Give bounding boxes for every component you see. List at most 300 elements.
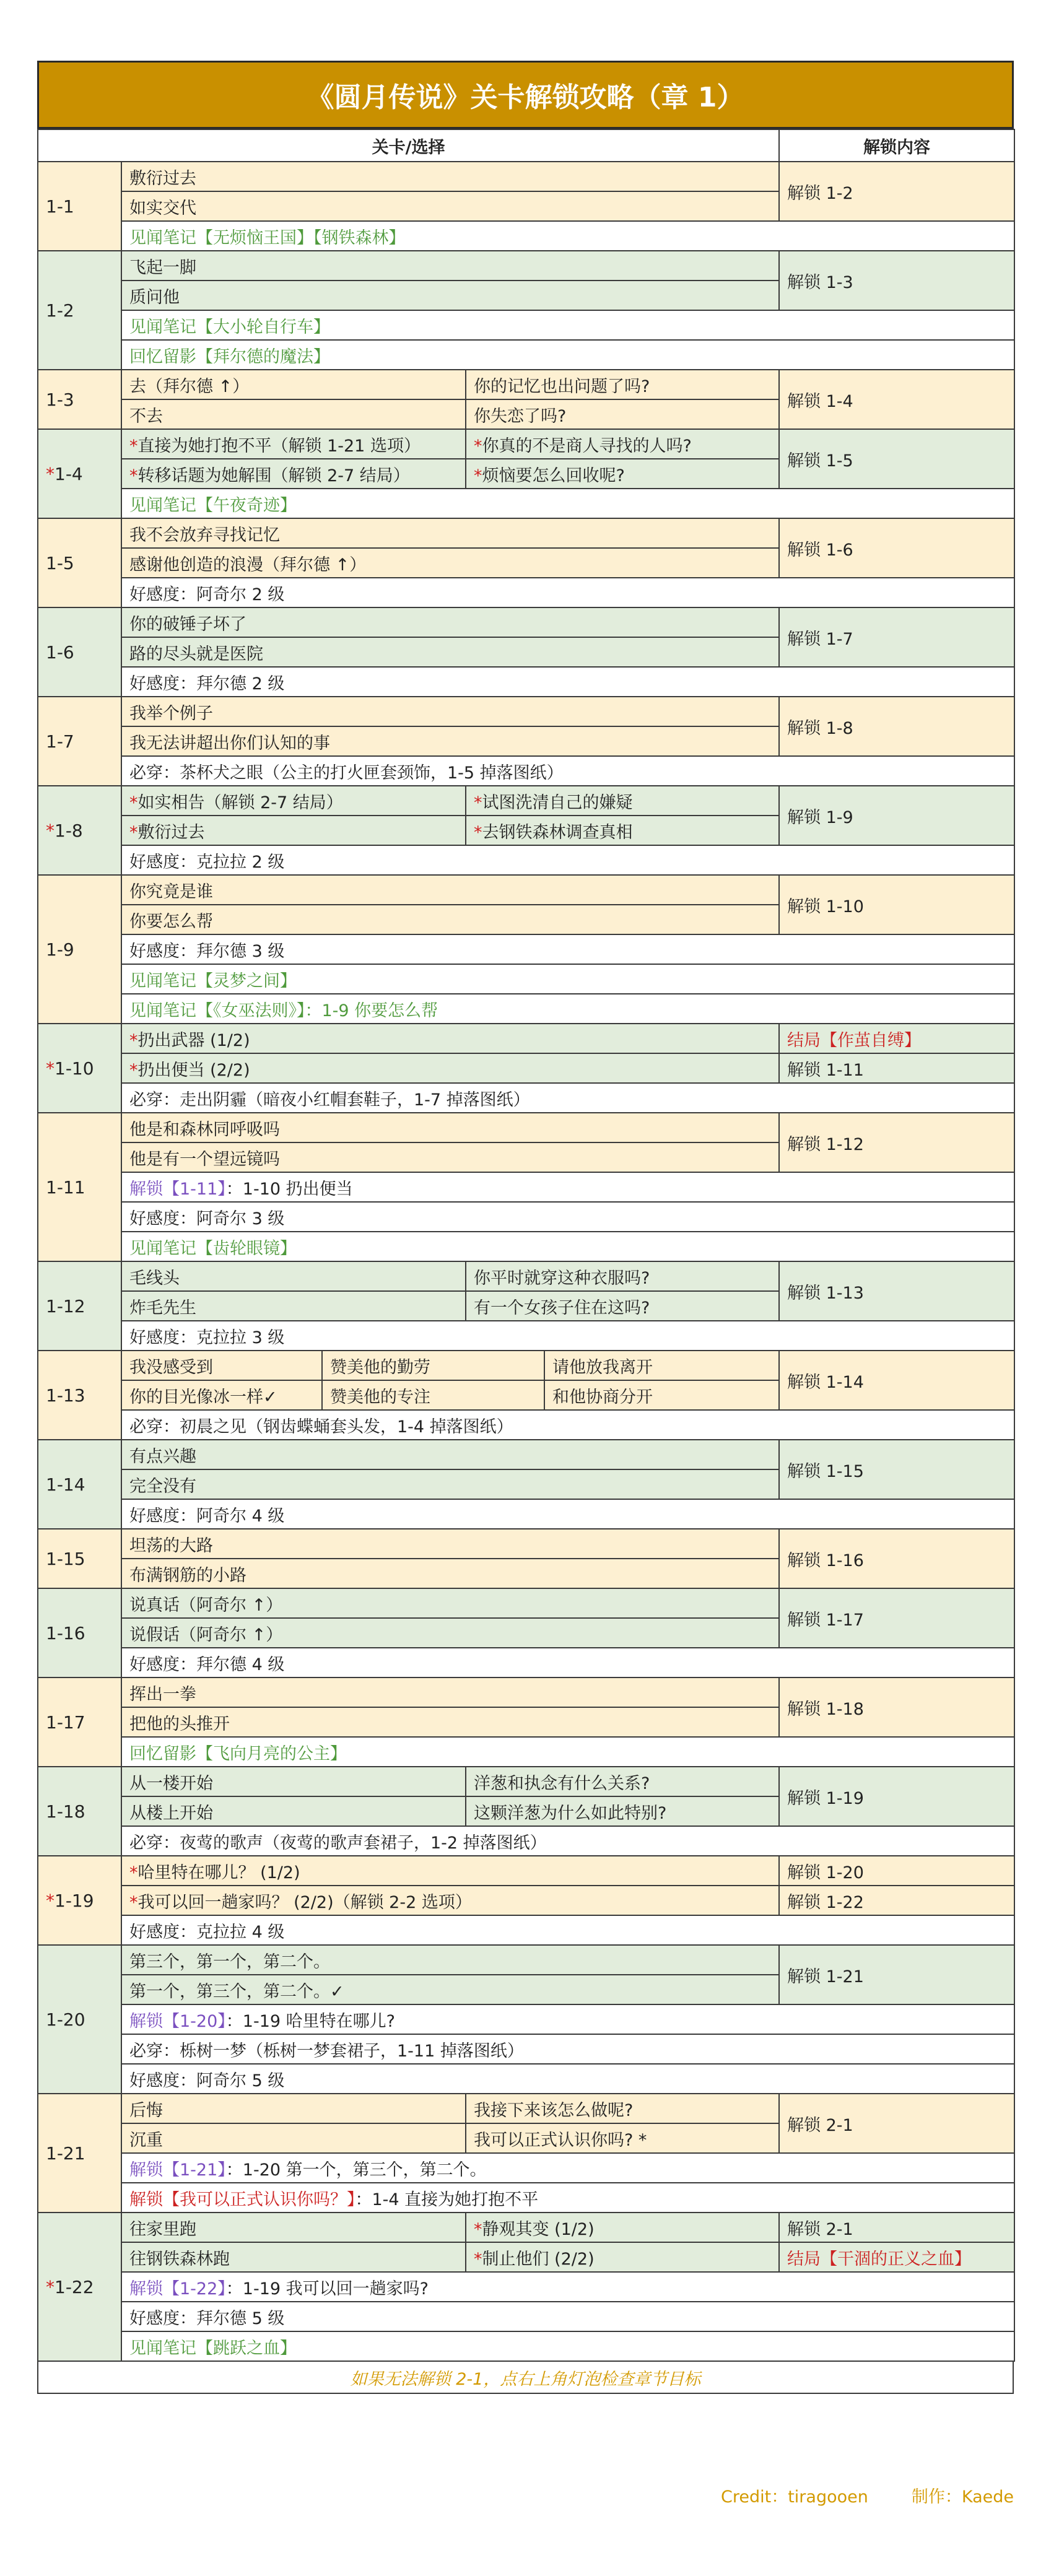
option-a (121, 1529, 779, 1559)
option-text: 沉重 (129, 2130, 163, 2150)
note-row (38, 2153, 1014, 2183)
option-a (121, 2094, 466, 2123)
option-a (121, 1767, 466, 1796)
option-c (544, 1351, 779, 1380)
footer-note: 如果无法解锁 2-1，点右上角灯泡检查章节目标 (37, 2362, 1014, 2394)
note-row (38, 2183, 1014, 2213)
level-row (38, 607, 1014, 637)
note-text: 好感度：拜尔德 5 级 (129, 2308, 285, 2328)
level-row (38, 1677, 1014, 1707)
level-id: 1-14 (46, 1474, 85, 1495)
option-text: 他是有一个望远镜吗 (129, 1149, 280, 1169)
note-cell (121, 1232, 1014, 1261)
option-text: 我没感受到 (129, 1357, 213, 1377)
option-a (121, 1053, 779, 1083)
guide-table (37, 129, 1015, 2362)
level-cell (38, 1529, 121, 1588)
star-mark: * (474, 2249, 482, 2269)
star-mark: * (129, 1892, 138, 1912)
level-row (38, 1024, 1014, 1053)
option-text: 直接为她打抱不平（解锁 1-21 选项） (137, 436, 421, 456)
note-text: 好感度：克拉拉 4 级 (129, 1922, 285, 1942)
option-text: 说假话（阿奇尔 ↑） (129, 1625, 283, 1645)
option-a (121, 1261, 466, 1291)
level-id: 1-15 (46, 1548, 85, 1569)
option-text: 飞起一脚 (129, 258, 196, 277)
option-text: 后悔 (129, 2100, 163, 2120)
unlock-cell: 解锁 1-8 (779, 697, 1014, 756)
option-a (121, 905, 779, 934)
note-cell (121, 1826, 1014, 1856)
option-text: 路的尽头就是医院 (129, 644, 263, 664)
unlock-requirement-tag: 解锁【1-22】 (129, 2279, 226, 2299)
note-text: 见闻笔记【灵梦之间】 (129, 971, 297, 991)
level-id: 1-6 (46, 642, 74, 663)
level-row (38, 1113, 1014, 1142)
unlock-cell: 解锁 1-20 (779, 1856, 1014, 1886)
option-text: 如实交代 (129, 198, 196, 218)
unlock-cell: 解锁 1-11 (779, 1053, 1014, 1083)
note-text: 好感度：阿奇尔 3 级 (129, 1209, 285, 1229)
option-text: 敷衍过去 (137, 822, 205, 842)
option-b (466, 2242, 779, 2272)
note-cell (121, 2183, 1014, 2213)
option-a (121, 1113, 779, 1142)
unlock-requirement-text: ：1-19 我可以回一趟家吗? (225, 2279, 429, 2299)
option-a (121, 607, 779, 637)
level-row (38, 1588, 1014, 1618)
unlock-requirement-text: ：1-19 哈里特在哪儿? (225, 2011, 395, 2031)
option-text: 请他放我离开 (552, 1357, 653, 1377)
credits (678, 2483, 1014, 2507)
note-row (38, 1915, 1014, 1945)
note-cell (121, 667, 1014, 697)
option-b (466, 1261, 779, 1291)
unlock-cell: 解锁 1-19 (779, 1767, 1014, 1826)
option-b (322, 1351, 544, 1380)
unlock-requirement-text: ：1-20 第一个，第三个，第二个。 (225, 2160, 487, 2180)
star-mark: * (129, 1060, 138, 1080)
option-text: 扔出便当 (2/2) (137, 1060, 250, 1080)
option-a (121, 548, 779, 578)
star-mark: * (46, 463, 54, 484)
option-text: 从一楼开始 (129, 1773, 213, 1793)
note-row (38, 310, 1014, 340)
note-text: 好感度：阿奇尔 5 级 (129, 2071, 285, 2091)
option-a (121, 1856, 779, 1886)
note-cell (121, 1499, 1014, 1529)
level-row (38, 786, 1014, 816)
level-cell (38, 518, 121, 607)
page-title: 《圆月传说》关卡解锁攻略（章 1） (37, 61, 1014, 129)
credit-text: Credit：tiragooen (721, 2487, 868, 2507)
level-row (38, 1053, 1014, 1083)
option-text: 你的记忆也出问题了吗? (474, 376, 650, 396)
unlock-requirement-tag: 解锁【我可以正式认识你吗？】 (129, 2190, 355, 2209)
unlock-cell: 解锁 2-1 (779, 2094, 1014, 2153)
level-row (38, 1886, 1014, 1915)
option-text: 我接下来该怎么做呢? (474, 2100, 634, 2120)
level-id: 1-13 (46, 1385, 85, 1406)
note-cell (121, 1202, 1014, 1232)
level-row (38, 1351, 1014, 1380)
option-a (121, 1351, 322, 1380)
level-cell (38, 1024, 121, 1113)
option-a (121, 1945, 779, 1975)
option-b (466, 429, 779, 459)
note-cell (121, 2272, 1014, 2302)
option-text: 坦荡的大路 (129, 1536, 213, 1556)
level-cell (38, 2094, 121, 2213)
level-row (38, 370, 1014, 399)
note-row (38, 2331, 1014, 2361)
level-id: 1-19 (54, 1890, 94, 1911)
option-text: 这颗洋葱为什么如此特别? (474, 1803, 667, 1823)
option-text: 去（拜尔德 ↑） (129, 376, 250, 396)
level-cell (38, 786, 121, 875)
note-row (38, 994, 1014, 1024)
note-row (38, 489, 1014, 518)
star-mark: * (129, 793, 138, 812)
unlock-cell: 解锁 1-14 (779, 1351, 1014, 1410)
option-a (121, 399, 466, 429)
unlock-cell: 解锁 1-2 (779, 162, 1014, 221)
unlock-cell: 解锁 1-13 (779, 1261, 1014, 1321)
note-text: 见闻笔记【跳跃之血】 (129, 2338, 297, 2358)
option-text: 扔出武器 (1/2) (137, 1030, 250, 1050)
option-a (121, 786, 466, 816)
star-mark: * (474, 793, 482, 812)
level-row (38, 518, 1014, 548)
note-text: 必穿：初晨之见（钢齿蝶蛹套头发，1-4 掉落图纸） (129, 1417, 513, 1437)
note-text: 好感度：拜尔德 4 级 (129, 1655, 285, 1674)
note-cell (121, 2153, 1014, 2183)
unlock-requirement-tag: 解锁【1-20】 (129, 2011, 226, 2031)
level-cell (38, 162, 121, 251)
level-row (38, 251, 1014, 281)
option-text: 哈里特在哪儿？ (1/2) (137, 1863, 300, 1882)
level-id: 1-21 (46, 2143, 85, 2164)
option-c (544, 1380, 779, 1410)
unlock-cell: 解锁 1-17 (779, 1588, 1014, 1648)
unlock-requirement-text: ：1-4 直接为她打抱不平 (355, 2190, 539, 2209)
star-mark: * (129, 466, 138, 485)
note-cell (121, 489, 1014, 518)
level-cell (38, 1351, 121, 1440)
option-text: 毛线头 (129, 1268, 180, 1288)
level-row (38, 875, 1014, 905)
option-text: 挥出一拳 (129, 1684, 196, 1704)
star-mark: * (46, 820, 54, 841)
star-mark: * (474, 436, 482, 456)
note-text: 回忆留影【拜尔德的魔法】 (129, 347, 330, 367)
unlock-cell: 解锁 1-18 (779, 1677, 1014, 1737)
note-row (38, 1826, 1014, 1856)
option-b (466, 2213, 779, 2242)
level-row (38, 1767, 1014, 1796)
level-id: 1-11 (46, 1177, 85, 1198)
option-a (121, 726, 779, 756)
level-cell (38, 875, 121, 1024)
note-row (38, 1321, 1014, 1351)
level-cell (38, 1945, 121, 2094)
option-text: 他是和森林同呼吸吗 (129, 1120, 280, 1139)
level-cell (38, 1588, 121, 1677)
level-cell (38, 251, 121, 370)
note-text: 好感度：克拉拉 2 级 (129, 852, 285, 872)
note-text: 回忆留影【飞向月亮的公主】 (129, 1744, 347, 1764)
level-cell (38, 2213, 121, 2361)
level-cell (38, 1856, 121, 1945)
note-cell (121, 1083, 1014, 1113)
option-text: 烦恼要怎么回收呢? (482, 466, 625, 485)
note-text: 见闻笔记【午夜奇迹】 (129, 495, 297, 515)
option-a (121, 1975, 779, 2004)
note-text: 好感度：阿奇尔 2 级 (129, 585, 285, 604)
option-b (466, 2094, 779, 2123)
option-text: 你的目光像冰一样✓ (129, 1387, 277, 1407)
option-text: 第三个，第一个，第二个。 (129, 1952, 330, 1972)
note-cell (121, 1737, 1014, 1767)
note-cell (121, 1648, 1014, 1677)
header-level: 关卡/选择 (38, 129, 779, 162)
level-id: 1-1 (46, 196, 74, 217)
note-row (38, 2004, 1014, 2034)
note-text: 见闻笔记【大小轮自行车】 (129, 317, 330, 337)
option-a (121, 1142, 779, 1172)
unlock-cell: 解锁 1-16 (779, 1529, 1014, 1588)
option-a (121, 1707, 779, 1737)
note-row (38, 1499, 1014, 1529)
option-b (466, 1767, 779, 1796)
level-cell (38, 607, 121, 697)
star-mark: * (129, 1030, 138, 1050)
option-b (466, 399, 779, 429)
unlock-requirement-tag: 解锁【1-11】 (129, 1179, 226, 1199)
note-cell (121, 845, 1014, 875)
note-cell (121, 934, 1014, 964)
unlock-cell: 解锁 1-6 (779, 518, 1014, 578)
level-cell (38, 1113, 121, 1261)
option-b (466, 459, 779, 489)
note-row (38, 934, 1014, 964)
option-a (121, 370, 466, 399)
star-mark: * (474, 2219, 482, 2239)
star-mark: * (129, 822, 138, 842)
unlock-cell: 解锁 1-3 (779, 251, 1014, 310)
note-cell (121, 1172, 1014, 1202)
note-row (38, 221, 1014, 251)
option-text: 你要怎么帮 (129, 912, 213, 931)
option-a (121, 2242, 466, 2272)
option-a (121, 1024, 779, 1053)
note-text: 好感度：克拉拉 3 级 (129, 1328, 285, 1347)
option-text: 感谢他创造的浪漫（拜尔德 ↑） (129, 555, 367, 575)
option-text: 布满钢筋的小路 (129, 1565, 246, 1585)
option-text: 把他的头推开 (129, 1714, 230, 1734)
note-cell (121, 1321, 1014, 1351)
option-text: 我举个例子 (129, 703, 213, 723)
option-text: 如实相告（解锁 2-7 结局） (137, 793, 343, 812)
note-text: 必穿：栎树一梦（栎树一梦套裙子，1-11 掉落图纸） (129, 2041, 524, 2061)
option-a (121, 518, 779, 548)
option-a (121, 875, 779, 905)
level-row (38, 429, 1014, 459)
level-row (38, 162, 1014, 191)
note-row (38, 1410, 1014, 1440)
level-id: 1-2 (46, 300, 74, 321)
note-text: 好感度：拜尔德 3 级 (129, 941, 285, 961)
option-a (121, 281, 779, 310)
option-text: 我无法讲超出你们认知的事 (129, 733, 330, 753)
level-row (38, 1440, 1014, 1469)
level-id: 1-22 (54, 2276, 94, 2297)
option-a (121, 251, 779, 281)
option-text: 转移话题为她解围（解锁 2-7 结局） (137, 466, 410, 485)
option-text: 去钢铁森林调查真相 (482, 822, 633, 842)
option-a (121, 816, 466, 845)
note-row (38, 1648, 1014, 1677)
note-row (38, 2272, 1014, 2302)
option-a (121, 162, 779, 191)
level-cell (38, 1261, 121, 1351)
level-id: 1-12 (46, 1295, 85, 1316)
note-cell (121, 2064, 1014, 2094)
unlock-requirement-tag: 解锁【1-21】 (129, 2160, 226, 2180)
level-id: 1-20 (46, 2009, 85, 2030)
note-row (38, 2064, 1014, 2094)
level-id: 1-3 (46, 389, 74, 410)
option-b (466, 370, 779, 399)
note-text: 好感度：拜尔德 2 级 (129, 674, 285, 694)
option-text: 你的破锤子坏了 (129, 614, 246, 634)
option-text: 第一个，第三个，第二个。✓ (129, 1982, 344, 2001)
option-a (121, 697, 779, 726)
option-a (121, 2123, 466, 2153)
option-text: 炸毛先生 (129, 1298, 196, 1318)
option-text: 不去 (129, 406, 163, 426)
option-text: 我可以正式认识你吗? * (474, 2130, 647, 2150)
option-text: 往家里跑 (129, 2219, 196, 2239)
note-row (38, 340, 1014, 370)
note-text: 必穿：夜莺的歌声（夜莺的歌声套裙子，1-2 掉落图纸） (129, 1833, 547, 1853)
unlock-cell: 解锁 1-4 (779, 370, 1014, 429)
star-mark: * (46, 1890, 54, 1911)
note-row (38, 1083, 1014, 1113)
option-a (121, 429, 466, 459)
star-mark: * (129, 1863, 138, 1882)
option-text: 你平时就穿这种衣服吗? (474, 1268, 650, 1288)
level-cell (38, 1767, 121, 1856)
option-a (121, 1469, 779, 1499)
note-cell (121, 2331, 1014, 2361)
unlock-cell: 结局【干涸的正义之血】 (779, 2242, 1014, 2272)
note-cell (121, 1915, 1014, 1945)
option-a (121, 2213, 466, 2242)
level-id: 1-9 (46, 939, 74, 960)
author-text: 制作：Kaede (911, 2487, 1014, 2507)
option-a (121, 1886, 779, 1915)
note-row (38, 1232, 1014, 1261)
level-id: 1-18 (46, 1801, 85, 1822)
unlock-cell: 解锁 1-5 (779, 429, 1014, 489)
option-a (121, 1618, 779, 1648)
star-mark: * (129, 436, 138, 456)
note-text: 见闻笔记【齿轮眼镜】 (129, 1238, 297, 1258)
note-row (38, 667, 1014, 697)
option-a (121, 1440, 779, 1469)
unlock-cell: 解锁 1-12 (779, 1113, 1014, 1172)
option-text: 试图洗清自己的嫌疑 (482, 793, 633, 812)
note-cell (121, 994, 1014, 1024)
level-id: 1-16 (46, 1622, 85, 1643)
level-id: 1-5 (46, 552, 74, 573)
note-row (38, 756, 1014, 786)
note-text: 见闻笔记【《女巫法则》】：1-9 你要怎么帮 (129, 1001, 438, 1020)
unlock-cell: 解锁 1-15 (779, 1440, 1014, 1499)
option-text: 制止他们 (2/2) (482, 2249, 595, 2269)
level-cell (38, 429, 121, 518)
option-b (466, 2123, 779, 2153)
option-text: 赞美他的专注 (330, 1387, 430, 1407)
note-cell (121, 578, 1014, 607)
unlock-cell: 解锁 1-9 (779, 786, 1014, 845)
option-a (121, 1588, 779, 1618)
level-id: 1-10 (54, 1058, 94, 1079)
star-mark: * (474, 822, 482, 842)
note-row (38, 2034, 1014, 2064)
note-text: 必穿：走出阴霾（暗夜小红帽套鞋子，1-7 掉落图纸） (129, 1090, 530, 1110)
table-header-row (38, 129, 1014, 162)
level-id: 1-7 (46, 731, 74, 752)
level-cell (38, 1440, 121, 1529)
option-text: 说真话（阿奇尔 ↑） (129, 1595, 283, 1615)
option-text: 有点兴趣 (129, 1447, 196, 1466)
option-a (121, 1291, 466, 1321)
level-cell (38, 370, 121, 429)
unlock-cell: 结局【作茧自缚】 (779, 1024, 1014, 1053)
level-id: 1-8 (54, 820, 83, 841)
note-text: 必穿：茶杯犬之眼（公主的打火匣套颈饰，1-5 掉落图纸） (129, 763, 564, 783)
option-text: 你究竟是谁 (129, 882, 213, 902)
option-text: 我可以回一趟家吗？ (2/2)（解锁 2-2 选项） (137, 1892, 472, 1912)
note-cell (121, 2004, 1014, 2034)
level-id: 1-17 (46, 1712, 85, 1733)
option-text: 往钢铁森林跑 (129, 2249, 230, 2269)
guide-container (37, 61, 1014, 2394)
option-a (121, 1677, 779, 1707)
level-cell (38, 697, 121, 786)
level-cell (38, 1677, 121, 1767)
star-mark: * (474, 466, 482, 485)
option-text: 质问他 (129, 287, 180, 307)
option-b (466, 816, 779, 845)
star-mark: * (46, 1058, 54, 1079)
note-text: 见闻笔记【无烦恼王国】【钢铁森林】 (129, 228, 406, 248)
level-row (38, 2094, 1014, 2123)
option-text: 赞美他的勤劳 (330, 1357, 430, 1377)
level-row (38, 1945, 1014, 1975)
option-b (322, 1380, 544, 1410)
unlock-cell: 解锁 1-22 (779, 1886, 1014, 1915)
option-text: 和他协商分开 (552, 1387, 653, 1407)
option-text: 敷衍过去 (129, 168, 196, 188)
star-mark: * (46, 2276, 54, 2297)
level-row (38, 2213, 1014, 2242)
option-a (121, 1559, 779, 1588)
option-text: 有一个女孩子住在这吗? (474, 1298, 650, 1318)
option-b (466, 1291, 779, 1321)
